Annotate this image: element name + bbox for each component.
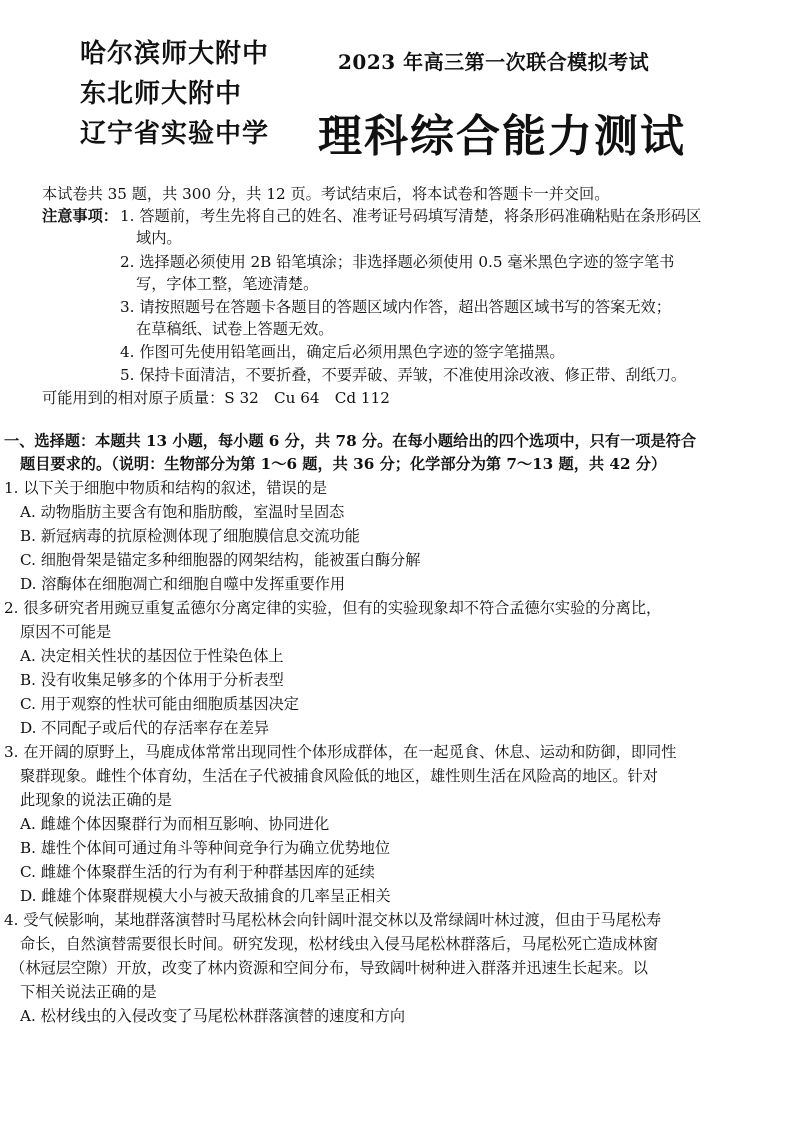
question-stem: 4. 受气候影响，某地群落演替时马尾松林会向针阔叶混交林以及常绿阔叶林过渡，但由于马尾松寿 [4, 911, 662, 929]
question-stem: 2. 很多研究者用豌豆重复孟德尔分离定律的实验，但有的实验现象却不符合孟德尔实验的分离比， [4, 599, 662, 617]
notice-item: 2. 选择题必须使用 2B 铅笔填涂；非选择题必须使用 0.5 毫米黑色字迹的签字笔书 [120, 253, 675, 271]
notice-item: 5. 保持卡面清洁，不要折叠，不要弄破、弄皱，不准使用涂改液、修正带、刮纸刀。 [120, 366, 687, 384]
notice-label: 注意事项： [42, 207, 118, 225]
notice-item-cont: 写，字体工整，笔迹清楚。 [136, 275, 319, 293]
question-option: B. 新冠病毒的抗原检测体现了细胞膜信息交流功能 [20, 527, 360, 545]
exam-intro: 本试卷共 35 题，共 300 分，共 12 页。考试结束后，将本试卷和答题卡一并交回。 [42, 185, 610, 203]
question-option: A. 决定相关性状的基因位于性染色体上 [20, 647, 284, 665]
question-stem-cont: 原因不可能是 [20, 623, 112, 641]
question-stem-cont: 聚群现象。雌性个体育幼，生活在子代被捕食风险低的地区，雄性则生活在风险高的地区。针对 [20, 767, 658, 785]
exam-header [0, 0, 794, 170]
notice-item: 1. 答题前，考生先将自己的姓名、准考证号码填写清楚，将条形码准确粘贴在条形码区 [120, 207, 702, 225]
section-heading-cont: 题目要求的。（说明：生物部分为第 1～6 题，共 36 分；化学部分为第 7～13 题，共 42 分） [20, 455, 667, 473]
question-option: D. 不同配子或后代的存活率存在差异 [20, 719, 270, 737]
school-name: 哈尔滨师大附中 [80, 39, 270, 69]
notice-item: 3. 请按照题号在答题卡各题目的答题区域内作答，超出答题区域书写的答案无效； [120, 298, 671, 316]
notice-item-cont: 在草稿纸、试卷上答题无效。 [136, 320, 334, 338]
question-option: A. 雌雄个体因聚群行为而相互影响、协同进化 [20, 815, 330, 833]
question-stem-cont: （林冠层空隙）开放，改变了林内资源和空间分布，导致阔叶树种进入群落并迅速生长起来。以 [10, 959, 648, 977]
notice-item-cont: 域内。 [136, 229, 182, 247]
question-option: D. 溶酶体在细胞凋亡和细胞自噬中发挥重要作用 [20, 575, 346, 593]
question-option: B. 没有收集足够多的个体用于分析表型 [20, 671, 284, 689]
question-option: B. 雄性个体间可通过角斗等种间竞争行为确立优势地位 [20, 839, 391, 857]
question-stem-cont: 命长，自然演替需要很长时间。研究发现，松材线虫入侵马尾松林群落后，马尾松死亡造成林窗 [20, 935, 658, 953]
school-name: 东北师大附中 [80, 79, 243, 109]
exam-title: 理科综合能力测试 [318, 111, 686, 162]
question-stem-cont: 下相关说法正确的是 [20, 983, 157, 1001]
exam-subtitle: 2023 年高三第一次联合模拟考试 [338, 50, 650, 74]
question-stem-cont: 此现象的说法正确的是 [20, 791, 172, 809]
section-heading: 一、选择题：本题共 13 小题，每小题 6 分，共 78 分。在每小题给出的四个选项中，只有一项是符合 [4, 432, 697, 450]
question-stem: 3. 在开阔的原野上，马鹿成体常常出现同性个体形成群体，在一起觅食、休息、运动和防御，即同性 [4, 743, 677, 761]
question-option: C. 雌雄个体聚群生活的行为有利于种群基因库的延续 [20, 863, 375, 881]
school-name: 辽宁省实验中学 [80, 119, 270, 149]
question-stem: 1. 以下关于细胞中物质和结构的叙述，错误的是 [4, 479, 328, 497]
question-option: A. 动物脂肪主要含有饱和脂肪酸，室温时呈固态 [20, 503, 345, 521]
atomic-masses: 可能用到的相对原子质量：S 32 Cu 64 Cd 112 [42, 389, 390, 407]
question-option: C. 细胞骨架是锚定多种细胞器的网架结构，能被蛋白酶分解 [20, 551, 421, 569]
notice-item: 4. 作图可先使用铅笔画出，确定后必须用黑色字迹的签字笔描黑。 [120, 343, 565, 361]
question-option: C. 用于观察的性状可能由细胞质基因决定 [20, 695, 299, 713]
question-option: A. 松材线虫的入侵改变了马尾松林群落演替的速度和方向 [20, 1007, 406, 1025]
question-option: D. 雌雄个体聚群规模大小与被天敌捕食的几率呈正相关 [20, 887, 391, 905]
school-list [80, 34, 269, 154]
